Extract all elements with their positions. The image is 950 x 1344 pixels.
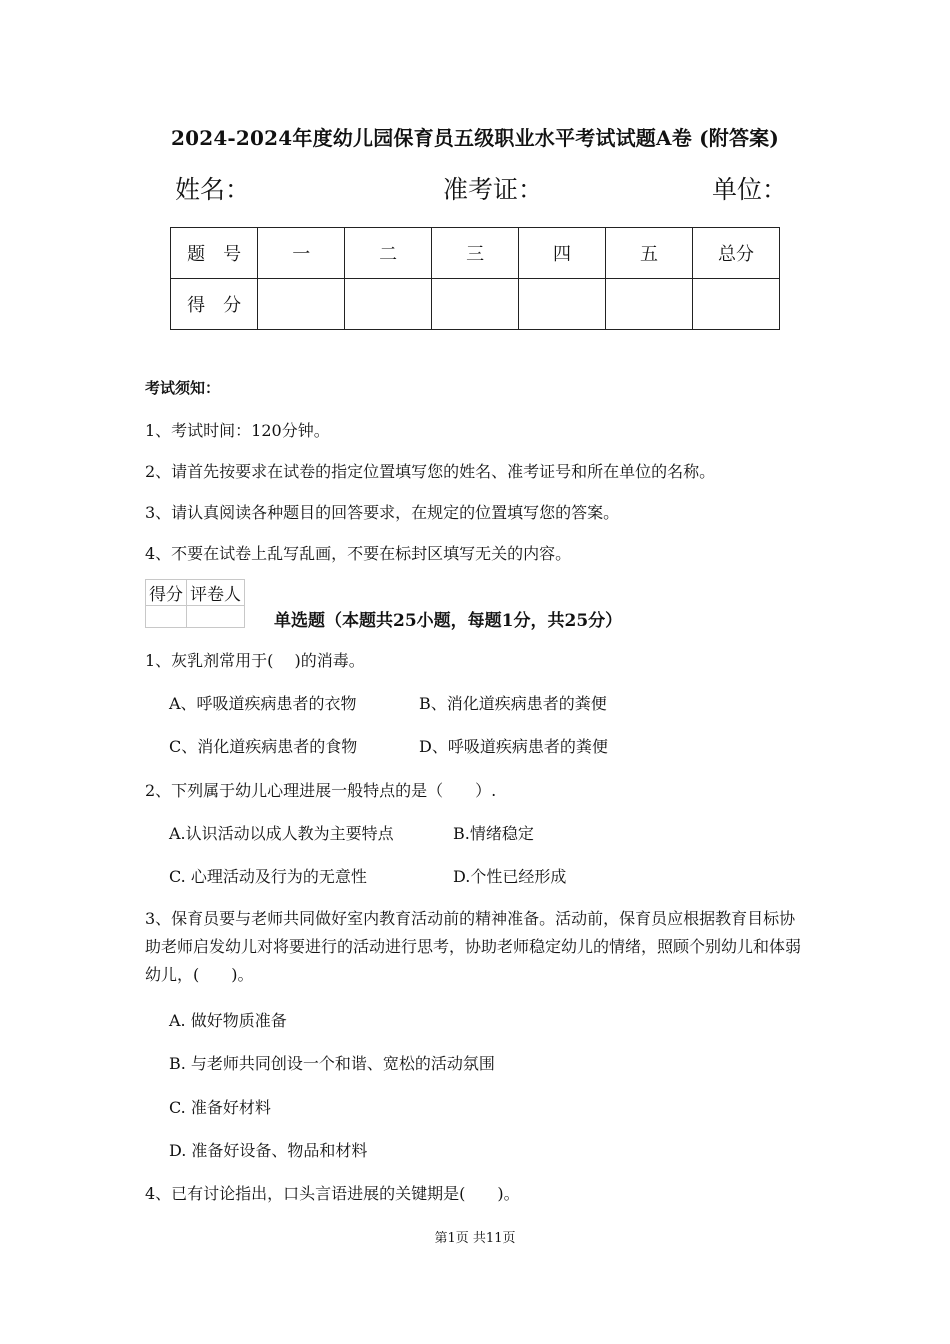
question-stem: 1、灰乳剂常用于( )的消毒。 bbox=[145, 651, 365, 670]
page-footer: 第1页 共11页 bbox=[434, 1231, 516, 1246]
score-header-cell: 五 bbox=[606, 228, 693, 279]
score-cell bbox=[345, 279, 432, 330]
notice-item: 1、考试时间：120分钟。 bbox=[145, 421, 330, 440]
score-header-cell: 二 bbox=[345, 228, 432, 279]
question-option: D.个性已经形成 bbox=[453, 867, 567, 886]
grader-box bbox=[145, 579, 245, 628]
score-header-cell: 题 号 bbox=[171, 228, 258, 279]
question-option: B. 与老师共同创设一个和谐、宽松的活动氛围 bbox=[169, 1054, 495, 1073]
score-cell bbox=[258, 279, 345, 330]
question-option: D. 准备好设备、物品和材料 bbox=[169, 1141, 368, 1160]
score-cell bbox=[519, 279, 606, 330]
grader-name-cell bbox=[187, 606, 245, 628]
question-option: B、消化道疾病患者的粪便 bbox=[419, 694, 607, 713]
question-option: A、呼吸道疾病患者的衣物 bbox=[169, 694, 357, 713]
score-table-score-row bbox=[171, 279, 780, 330]
section-title: 单选题（本题共25小题，每题1分，共25分） bbox=[274, 611, 623, 631]
notice-item: 2、请首先按要求在试卷的指定位置填写您的姓名、准考证号和所在单位的名称。 bbox=[145, 462, 716, 481]
question-option: C. 心理活动及行为的无意性 bbox=[169, 867, 367, 886]
question-option: D、呼吸道疾病患者的粪便 bbox=[419, 737, 608, 756]
notice-item: 4、不要在试卷上乱写乱画，不要在标封区填写无关的内容。 bbox=[145, 544, 572, 563]
score-table bbox=[170, 227, 780, 330]
notice-heading: 考试须知： bbox=[145, 379, 221, 397]
grader-name-label: 评卷人 bbox=[187, 580, 245, 606]
question-stem: 2、下列属于幼儿心理进展一般特点的是（ ）. bbox=[145, 781, 497, 800]
notice-item: 3、请认真阅读各种题目的回答要求，在规定的位置填写您的答案。 bbox=[145, 503, 620, 522]
exam-id-label: 准考证： bbox=[443, 175, 544, 204]
score-row-label: 得 分 bbox=[171, 279, 258, 330]
score-header-cell: 三 bbox=[432, 228, 519, 279]
question-option: A. 做好物质准备 bbox=[169, 1011, 287, 1030]
question-option: A.认识活动以成人教为主要特点 bbox=[169, 824, 394, 843]
score-header-cell: 一 bbox=[258, 228, 345, 279]
question-stem: 3、保育员要与老师共同做好室内教育活动前的精神准备。活动前，保育员应根据教育目标协助老师启发幼儿对将要进行的活动进行思考，协助老师稳定幼儿的情绪，照顾个别幼儿和体弱幼儿，( )。 bbox=[145, 909, 802, 984]
score-table-header-row bbox=[171, 228, 780, 279]
score-header-cell: 四 bbox=[519, 228, 606, 279]
question-option: C、消化道疾病患者的食物 bbox=[169, 737, 358, 756]
score-header-cell: 总分 bbox=[692, 228, 779, 279]
name-label: 姓名： bbox=[175, 175, 251, 204]
grader-score-label: 得分 bbox=[146, 580, 187, 606]
grader-score-cell bbox=[146, 606, 187, 628]
score-cell bbox=[606, 279, 693, 330]
unit-label: 单位： bbox=[712, 175, 788, 204]
question-option: B.情绪稳定 bbox=[453, 824, 534, 843]
question-option: C. 准备好材料 bbox=[169, 1098, 271, 1117]
score-cell bbox=[692, 279, 779, 330]
score-cell bbox=[432, 279, 519, 330]
question-stem: 4、已有讨论指出，口头言语进展的关键期是( )。 bbox=[145, 1184, 520, 1203]
document-title: 2024-2024年度幼儿园保育员五级职业水平考试试题A卷 (附答案) bbox=[170, 126, 780, 150]
